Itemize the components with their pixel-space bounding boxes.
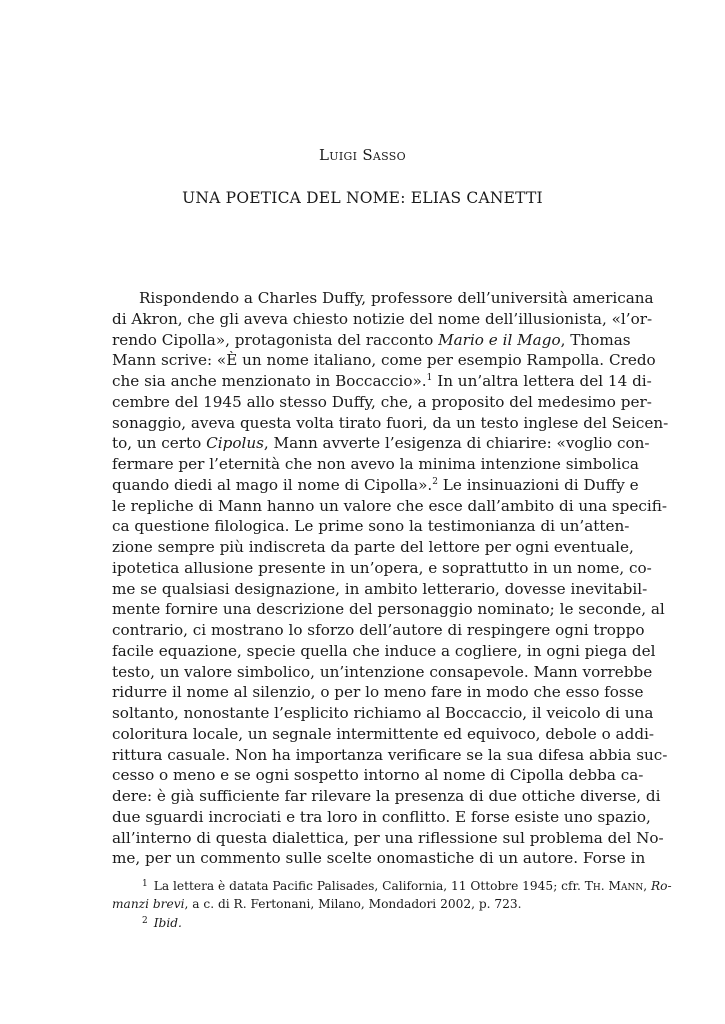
body-line: ipotetica allusione presente in un’opera, e soprattutto in un nome, co-: [112, 558, 652, 577]
body-line: di Akron, che gli aveva chiesto notizie del nome dell’illusionista, «l’or-: [112, 309, 653, 328]
italic-text: Mario e il Mago: [438, 330, 561, 349]
body-line: facile equazione, specie quella che induce a cogliere, in ogni piega del: [112, 641, 656, 660]
footnote-line: manzi brevi, a c. di R. Fertonani, Milano, Mondadori 2002, p. 723.: [112, 896, 522, 911]
article-title: UNA POETICA DEL NOME: ELIAS CANETTI: [182, 189, 543, 207]
body-line: soltanto, nonostante l’esplicito richiamo al Boccaccio, il veicolo di una: [112, 704, 654, 722]
body-line: Rispondendo a Charles Duffy, professore dell’università americana: [139, 289, 654, 307]
body-line: contrario, ci mostrano lo sforzo dell’autore di respingere ogni troppo: [112, 621, 645, 639]
italic-text: Ibid.: [153, 916, 182, 930]
small-caps-name: Th. Mann: [584, 879, 644, 893]
body-line: fermare per l’eternità che non avevo la minima intenzione simbolica: [112, 455, 639, 473]
body-line: coloritura locale, un segnale intermittente ed equivoco, debole o addi-: [112, 724, 655, 743]
body-line: testo, un valore simbolico, un’intenzione consapevole. Mann vorrebbe: [112, 662, 653, 681]
body-line: me, per un commento sulle scelte onomastiche di un autore. Forse in: [112, 849, 646, 868]
body-line: all’interno di questa dialettica, per una riflessione sul problema del No-: [112, 828, 664, 847]
body-line: zione sempre più indiscreta da parte del lettore per ogni eventuale,: [112, 538, 634, 556]
body-line: ridurre il nome al silenzio, o per lo meno fare in modo che esso fosse: [112, 683, 644, 702]
body-line: to, un certo Cipolus, Mann avverte l’esigenza di chiarire: «voglio con-: [112, 434, 650, 453]
footnote-ref: 1: [426, 373, 433, 383]
italic-text: manzi brevi: [112, 896, 185, 911]
body-line: quando diedi al mago il nome di Cipolla».$^2$ Le insinuazioni di Duffy e: [112, 475, 639, 494]
body-line: rendo Cipolla», protagonista del racconto Mario e il Mago, Thomas: [112, 330, 631, 349]
body-line: cesso o meno e se ogni sospetto intorno al nome di Cipolla debba ca-: [112, 766, 644, 785]
italic-text: Ro-: [650, 879, 672, 893]
body-text: [112, 288, 669, 869]
footnote-number: 2: [142, 916, 148, 926]
footnote-line: $^1$ La lettera è datata Pacific Palisades, California, 11 Ottobre 1945; cfr. Th. Mann, Ro-: [142, 879, 672, 893]
body-line: sonaggio, aveva questa volta tirato fuori, da un testo inglese del Seicen-: [112, 413, 669, 432]
body-line: me se qualsiasi designazione, in ambito letterario, dovesse inevitabil-: [112, 579, 648, 598]
body-line: mente fornire una descrizione del personaggio nominato; le seconde, al: [112, 600, 665, 619]
footnote-ref: 2: [432, 476, 438, 487]
body-line: le repliche di Mann hanno un valore che esce dall’ambito di una specifi-: [112, 496, 667, 515]
footnote-number: 1: [142, 879, 148, 889]
body-line: due sguardi incrociati e tra loro in conflitto. E forse esiste uno spazio,: [112, 807, 651, 826]
body-line: rittura casuale. Non ha importanza verificare se la sua difesa abbia suc-: [112, 745, 668, 764]
author-name: Luigi Sasso: [319, 146, 406, 164]
body-line: Mann scrive: «È un nome italiano, come per esempio Rampolla. Credo: [112, 351, 656, 370]
body-line: che sia anche menzionato in Boccaccio».$^1$ In un’altra lettera del 14 di-: [112, 372, 652, 390]
italic-text: Cipolus: [206, 434, 264, 453]
footnotes: [112, 876, 672, 933]
footnote-line: [112, 913, 613, 933]
body-line: cembre del 1945 allo stesso Duffy, che, a proposito del medesimo per-: [112, 392, 652, 411]
body-line: ca questione filologica. Le prime sono la testimonianza di un’atten-: [112, 517, 630, 536]
body-line: dere: è già sufficiente far rilevare la presenza di due ottiche diverse, di: [112, 787, 661, 805]
